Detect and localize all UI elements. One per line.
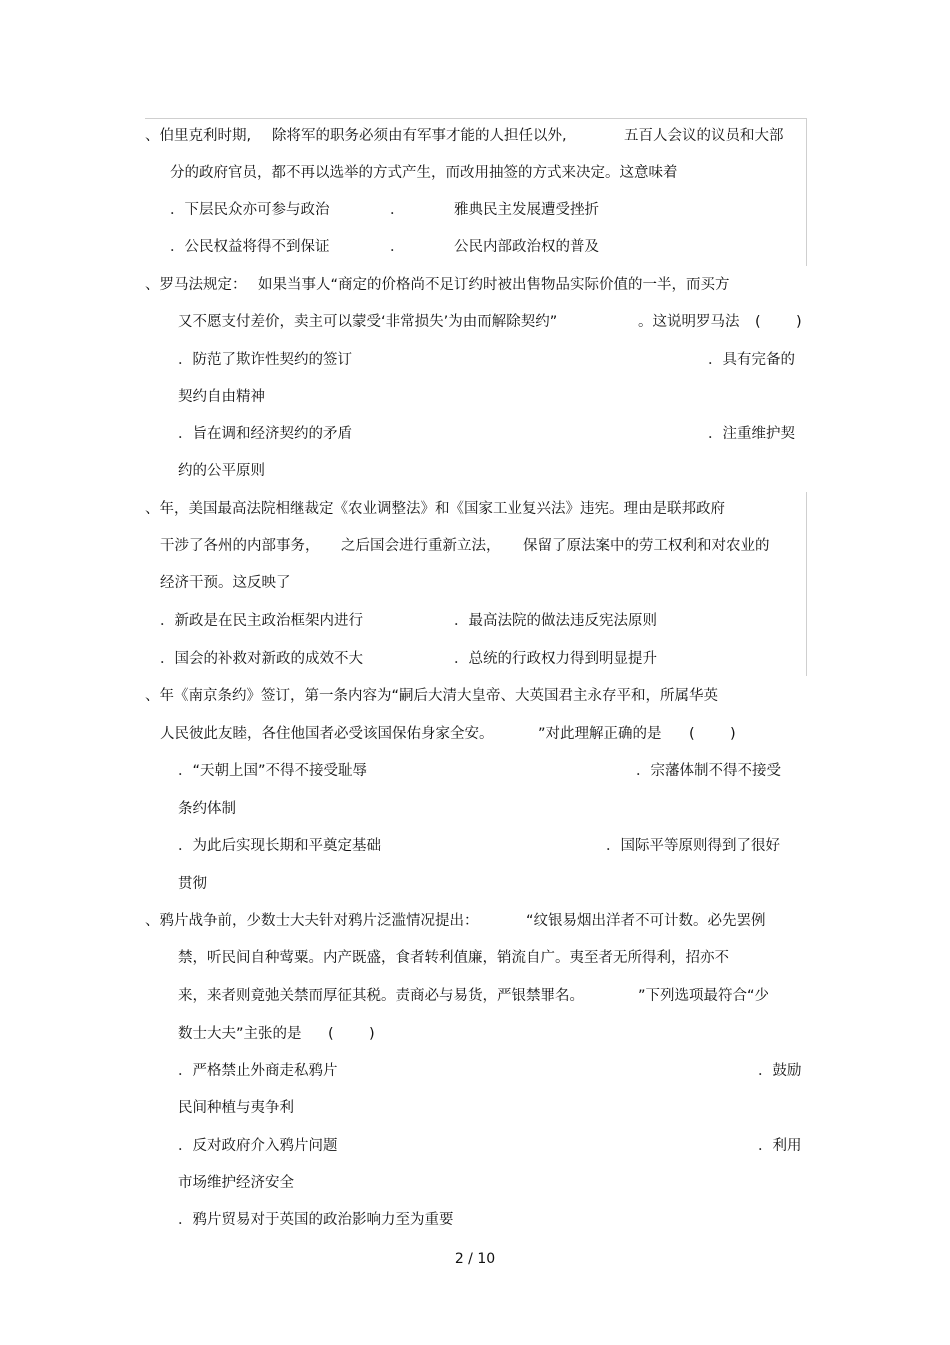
q3-option-a: ．新政是在民主政治框架内进行 [160, 613, 363, 629]
q1-option-a: ．下层民众亦可参与政治 [170, 202, 330, 218]
frame-line [806, 492, 807, 676]
q4-answer-paren-open: ( [689, 726, 695, 742]
q2-stem-line2b: 。这说明罗马法 [638, 314, 740, 330]
q5-stem-line3a: 来，来者则竟弛关禁而厚征其税。责商必与易货，严银禁罪名。 [178, 988, 584, 1004]
page-number: 2 / 10 [454, 1251, 496, 1267]
q5-stem-line3b: ”下列选项最符合“少 [638, 988, 770, 1004]
q1-option-b-marker: ． [390, 202, 405, 218]
q3-stem-line3: 经济干预。这反映了 [160, 575, 291, 591]
q5-stem-line1a: 、鸦片战争前，少数士大夫针对鸦片泛滥情况提出： [145, 913, 479, 929]
q3-stem-line2a: 干涉了各州的内部事务， [160, 538, 320, 554]
q5-stem-line1b: “纹银易烟出洋者不可计数。必先罢例 [526, 913, 766, 929]
q5-answer-paren-close: ) [369, 1026, 375, 1042]
q5-option-d: ．利用 [758, 1138, 802, 1154]
q4-option-b: ．宗藩体制不得不接受 [636, 763, 781, 779]
q2-answer-paren-open: ( [755, 314, 761, 330]
q2-stem-line1a: 、罗马法规定： [145, 277, 247, 293]
q3-option-b: ．最高法院的做法违反宪法原则 [454, 613, 657, 629]
q1-option-d-marker: ． [390, 239, 405, 255]
q5-next-line: ．鸦片贸易对于英国的政治影响力至为重要 [178, 1212, 454, 1228]
frame-line [145, 118, 806, 119]
q3-option-c: ．国会的补救对新政的成效不大 [160, 651, 363, 667]
q2-option-c: ．旨在调和经济契约的矛盾 [178, 426, 352, 442]
q3-option-d: ．总统的行政权力得到明显提升 [454, 651, 657, 667]
q1-stem-line2: 分的政府官员，都不再以选举的方式产生，而改用抽签的方式来决定。这意味着 [170, 165, 678, 181]
frame-line [806, 118, 807, 266]
q5-option-d-continued: 市场维护经济安全 [178, 1175, 294, 1191]
q4-stem-line2a: 人民彼此友睦，各住他国者必受该国保佑身家全安。 [160, 726, 494, 742]
q4-option-d: ．国际平等原则得到了很好 [606, 838, 780, 854]
q1-stem-line1b: 除将军的职务必须由有军事才能的人担任以外, [272, 128, 567, 144]
q2-stem-line1b: 如果当事人“商定的价格尚不足订约时被出售物品实际价值的一半，而买方 [258, 277, 730, 293]
q2-option-d-continued: 约的公平原则 [178, 463, 265, 479]
q3-stem-line2b: 之后国会进行重新立法， [341, 538, 501, 554]
q2-stem-line2a: 又不愿支付差价，卖主可以蒙受‘非常损失’为由而解除契约” [178, 314, 558, 330]
q4-answer-paren-close: ) [730, 726, 736, 742]
q1-option-b: 雅典民主发展遭受挫折 [454, 202, 599, 218]
q5-stem-line2: 禁，听民间自种莺粟。内产既盛，食者转利值廉，销流自广。夷至者无所得利，招亦不 [178, 950, 729, 966]
q1-option-c: ．公民权益将得不到保证 [170, 239, 330, 255]
q4-stem-line2b: ”对此理解正确的是 [538, 726, 662, 742]
q3-stem-line2c: 保留了原法案中的劳工权利和对农业的 [523, 538, 770, 554]
q2-option-b: ．具有完备的 [708, 352, 795, 368]
q4-option-c: ．为此后实现长期和平奠定基础 [178, 838, 381, 854]
q2-option-d: ．注重维护契 [708, 426, 795, 442]
q4-option-b-continued: 条约体制 [178, 801, 236, 817]
q5-option-a: ．严格禁止外商走私鸦片 [178, 1063, 338, 1079]
q2-option-a: ．防范了欺诈性契约的签订 [178, 352, 352, 368]
q1-stem-line1c: 五百人会议的议员和大部 [624, 128, 784, 144]
q2-answer-paren-close: ) [796, 314, 802, 330]
q5-option-b: ．鼓励 [758, 1063, 802, 1079]
q3-stem-line1: 、年，美国最高法院相继裁定《农业调整法》和《国家工业复兴法》违宪。理由是联邦政府 [145, 501, 725, 517]
q5-option-b-continued: 民间种植与夷争利 [178, 1100, 294, 1116]
q4-option-d-continued: 贯彻 [178, 876, 207, 892]
q4-option-a: ．“天朝上国”不得不接受耻辱 [178, 763, 368, 779]
q2-option-b-continued: 契约自由精神 [178, 389, 265, 405]
q1-stem-line1a: 、伯里克利时期, [145, 128, 252, 144]
q1-option-d: 公民内部政治权的普及 [454, 239, 599, 255]
q5-option-c: ．反对政府介入鸦片问题 [178, 1138, 338, 1154]
q4-stem-line1: 、年《南京条约》签订，第一条内容为“嗣后大清大皇帝、大英国君主永存平和，所属华英 [145, 688, 719, 704]
q5-stem-line4a: 数士大夫”主张的是 [178, 1026, 302, 1042]
q5-answer-paren-open: ( [328, 1026, 334, 1042]
